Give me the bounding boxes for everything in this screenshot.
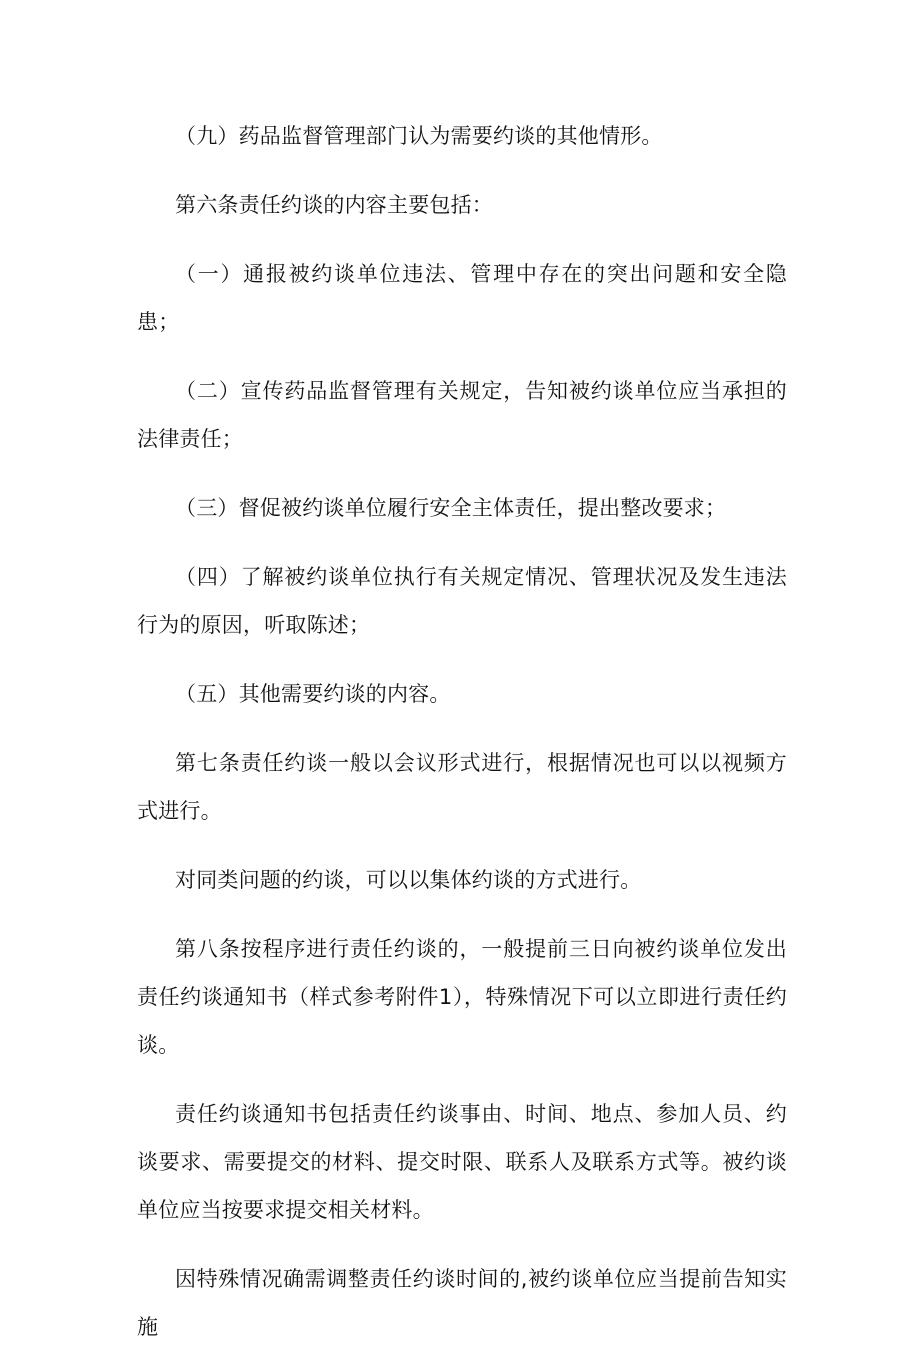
article-8-paragraph: 第八条按程序进行责任约谈的，一般提前三日向被约谈单位发出责任约谈通知书（样式参考附件1），特殊情况下可以立即进行责任约谈。 — [137, 937, 787, 1057]
article-7-collective-talk: 对同类问题的约谈，可以以集体约谈的方式进行。 — [175, 868, 642, 892]
schedule-adjustment-paragraph: 因特殊情况确需调整责任约谈时间的,被约谈单位应当提前告知实施 — [137, 1267, 787, 1339]
notice-contents-paragraph: 责任约谈通知书包括责任约谈事由、时间、地点、参加人员、约谈要求、需要提交的材料、提交时限、联系人及联系方式等。被约谈单位应当按要求提交相关材料。 — [137, 1102, 787, 1222]
article-7-paragraph: 第七条责任约谈一般以会议形式进行，根据情况也可以以视频方式进行。 — [137, 751, 787, 823]
article-6-item-1: （一）通报被约谈单位违法、管理中存在的突出问题和安全隐患； — [137, 262, 787, 334]
article-6-item-4: （四）了解被约谈单位执行有关规定情况、管理状况及发生违法行为的原因，听取陈述； — [137, 565, 787, 637]
document-body — [137, 112, 787, 1351]
article-6-item-2: （二）宣传药品监督管理有关规定，告知被约谈单位应当承担的法律责任； — [137, 379, 787, 451]
article-6-item-3: （三）督促被约谈单位履行安全主体责任，提出整改要求； — [175, 496, 727, 520]
paragraph-item-9: （九）药品监督管理部门认为需要约谈的其他情形。 — [175, 124, 663, 148]
article-6-item-5: （五）其他需要约谈的内容。 — [175, 682, 451, 706]
article-6-heading: 第六条责任约谈的内容主要包括： — [175, 193, 493, 217]
